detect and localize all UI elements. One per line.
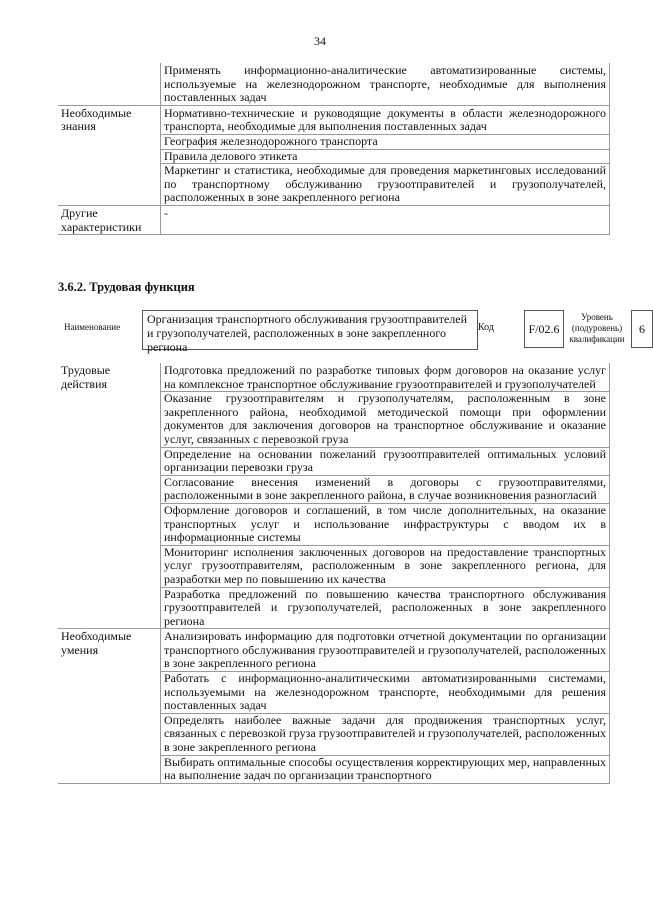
row-label: Необходимые умения <box>58 629 161 784</box>
function-code-label: Код <box>478 322 494 333</box>
list-item: - <box>164 205 168 220</box>
list-item: Правила делового этикета <box>161 149 609 164</box>
function-header <box>58 306 645 354</box>
function-code: F/02.6 <box>524 310 564 348</box>
list-item: Работать с информационно-аналитическими автоматизированными системами, используемыми на железнодорожном транспорте, необходимыми для решения поставленных задач <box>161 671 609 713</box>
section-title: 3.6.2. Трудовая функция <box>58 280 195 294</box>
list-item: Маркетинг и статистика, необходимые для проведения маркетинговых исследований по транспортному обслуживанию грузоотправителей и грузополучателей, расположенных в зоне закрепленного региона <box>161 163 609 205</box>
qualification-level-label: Уровень (подуровень) квалификации <box>569 312 625 344</box>
list-item: Нормативно-технические и руководящие документы в области железнодорожного транспорта, необходимые для выполнения поставленных задач <box>164 105 606 134</box>
list-item: Оказание грузоотправителям и грузополучателям, расположенным в зоне закрепленного района, необходимой методической помощи при оформлении документов для заключения договоров на транспортное обслуживание и оказание услуг, связанных с перевозкой груза <box>161 391 609 446</box>
function-name: Организация транспортного обслуживания грузоотправителей и грузополучателей, расположенных в зоне закрепленного региона <box>142 310 478 350</box>
list-item: Анализировать информацию для подготовки отчетной документации по организации транспортного обслуживания грузоотправителей и грузополучателей, расположенных в зоне закрепленного региона <box>164 629 606 671</box>
top-table <box>58 63 610 235</box>
row-label: Другие характеристики <box>58 205 161 234</box>
table-row <box>58 363 610 629</box>
table-row <box>58 105 610 205</box>
row-content <box>161 363 610 629</box>
qualification-level: 6 <box>631 310 653 348</box>
row-content <box>161 63 610 105</box>
list-item: Разработка предложений по повышению качества транспортного обслуживания грузоотправителей и грузополучателей, расположенных в зоне закрепленного региона <box>161 587 609 629</box>
list-item: Применять информационно-аналитические автоматизированные системы, используемые на железнодорожном транспорте, необходимые для выполнения поставленных задач <box>164 63 606 105</box>
row-content <box>161 105 610 205</box>
bottom-table <box>58 363 610 784</box>
list-item: Оформление договоров и соглашений, в том числе дополнительных, на оказание транспортных услуг и использование инфраструктуры с вводом их в информационные системы <box>161 503 609 545</box>
list-item: Определять наиболее важные задачи для продвижения транспортных услуг, связанных с перевозкой груза грузоотправителей и грузополучателей, расположенных в зоне закрепленного региона <box>161 713 609 755</box>
list-item: Определение на основании пожеланий грузоотправителей оптимальных условий организации перевозки груза <box>161 447 609 475</box>
row-content <box>161 205 610 234</box>
table-row <box>58 205 610 234</box>
list-item: Согласование внесения изменений в договоры с грузоотправителями, расположенными в зоне закрепленного района, в случае возникновения разногласий <box>161 475 609 503</box>
row-content <box>161 629 610 784</box>
list-item: Мониторинг исполнения заключенных договоров на предоставление транспортных услуг грузоотправителям, расположенным в зоне закрепленного региона, для разработки мер по повышению их качества <box>161 545 609 587</box>
table-row <box>58 63 610 105</box>
list-item: Подготовка предложений по разработке типовых форм договоров на оказание услуг на комплексное транспортное обслуживание грузоотправителей и грузополучателей <box>164 363 606 391</box>
list-item: Выбирать оптимальные способы осуществления корректирующих мер, направленных на выполнение задач по организации транспортного <box>161 755 609 783</box>
table-row <box>58 629 610 784</box>
function-name-label: Наименование <box>64 322 121 332</box>
page-number: 34 <box>314 34 326 48</box>
row-label: Необходимые знания <box>58 105 161 205</box>
row-label <box>58 63 161 105</box>
row-label: Трудовые действия <box>58 363 161 629</box>
list-item: География железнодорожного транспорта <box>161 134 609 149</box>
